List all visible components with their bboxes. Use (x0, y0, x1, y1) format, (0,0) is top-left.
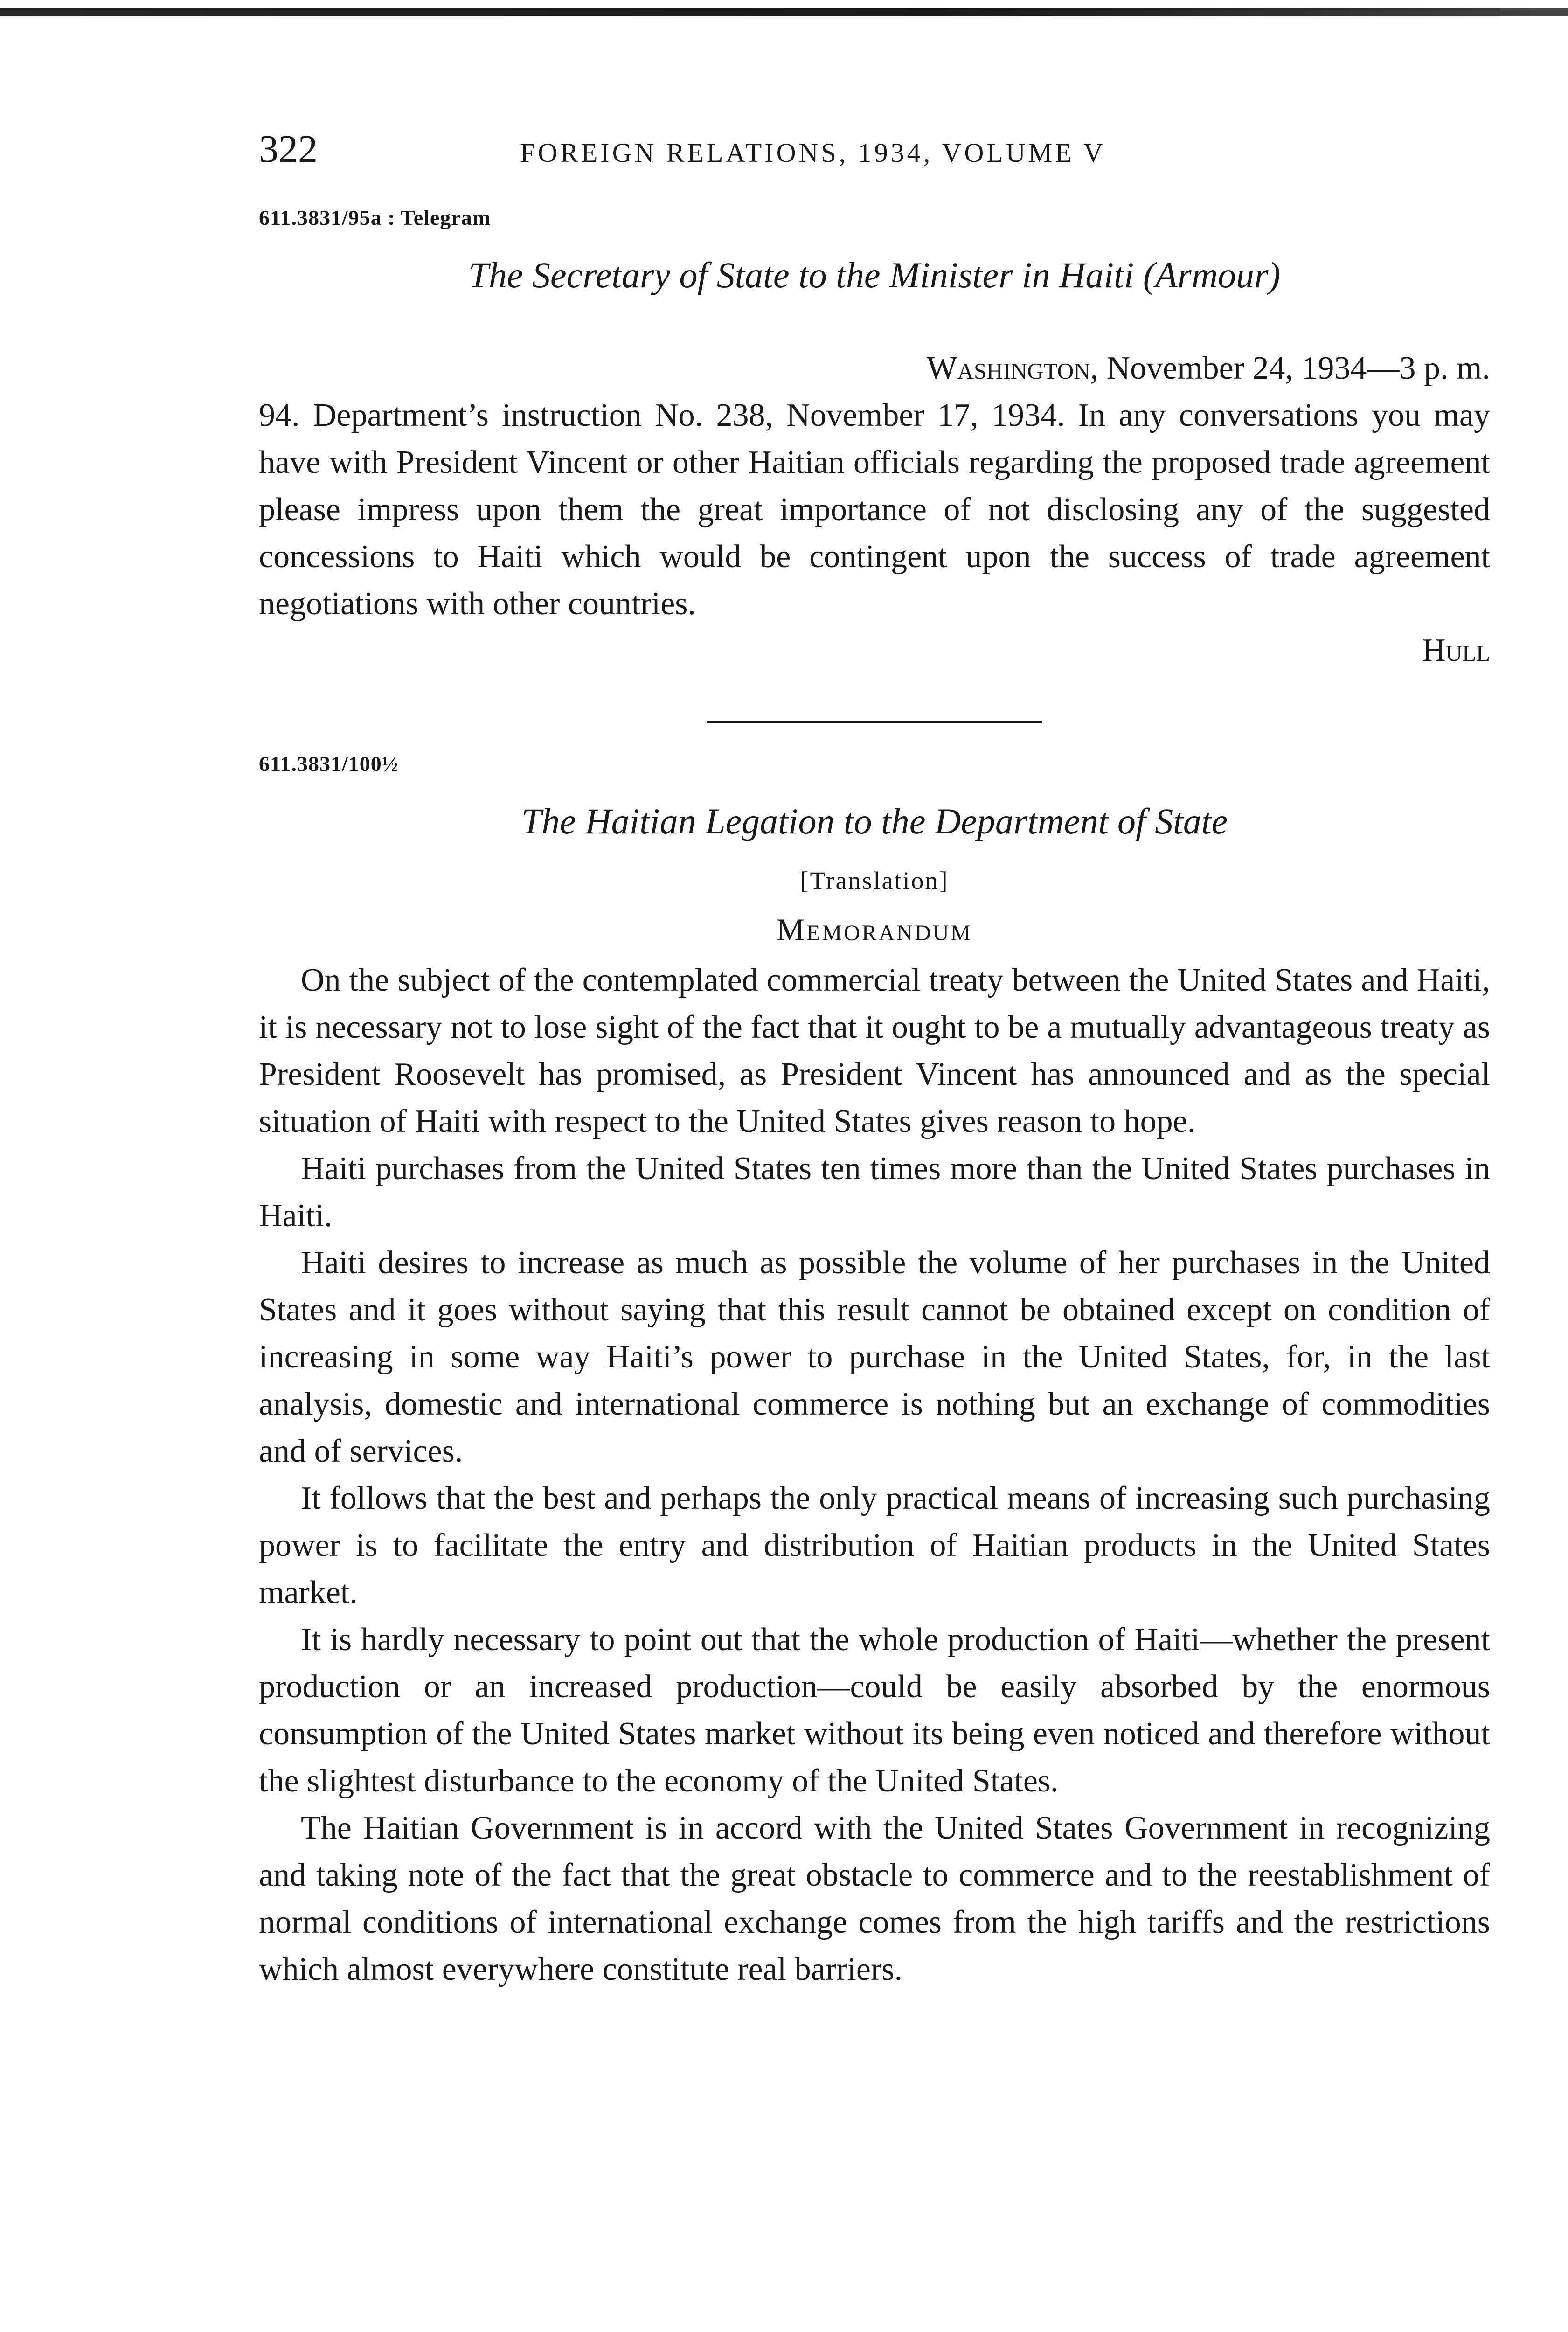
section-divider (707, 721, 1042, 723)
running-head (259, 126, 1490, 177)
running-title: FOREIGN RELATIONS, 1934, VOLUME V (520, 138, 1106, 168)
translation-label: [Translation] (800, 867, 949, 895)
memorandum-title: Memorandum (776, 912, 973, 947)
memorandum-paragraph-4: It follows that the best and perhaps the only practical means of increasing such purchasing power is to facilitate the entry and distribution of Haitian products in the United States market. (259, 1480, 1490, 1610)
memorandum-paragraph-2: Haiti purchases from the United States ten times more than the United States purchases in Haiti. (259, 1151, 1490, 1234)
memorandum-heading: The Haitian Legation to the Department of State (521, 801, 1228, 841)
memorandum-file-reference: 611.3831/100½ (259, 752, 399, 776)
memorandum-paragraph-5: It is hardly necessary to point out that the whole production of Haiti—whether the present production or an increased production—could be easily absorbed by the enormous consumption of the United States market without its being even noticed and therefore without the slightest disturbance to the economy of the United States. (259, 1622, 1490, 1799)
telegram-dateline (259, 345, 1490, 392)
telegram-body: 94. Department’s instruction No. 238, November 17, 1934. In any conversations you may have with President Vincent or other Haitian officials regarding the proposed trade agreement please impress upon them the great importance of not disclosing any of the suggested concessions to Haiti which would be contingent upon the success of trade agreement negotiations with other countries. (259, 397, 1490, 622)
memorandum-paragraph-1: On the subject of the contemplated commercial treaty between the United States and Haiti, it is necessary not to lose sight of the fact that it ought to be a mutually advantageous treaty as President Roosevelt has promised, as President Vincent has announced and as the special situation of Haiti with respect to the United States gives reason to hope. (259, 962, 1490, 1139)
page-number: 322 (259, 127, 318, 171)
dateline-date-time: , November 24, 1934—3 p. m. (1090, 350, 1490, 386)
dateline-place: Washington (926, 350, 1090, 386)
telegram-signature: Hull (1422, 632, 1490, 668)
telegram-file-reference: 611.3831/95a : Telegram (259, 206, 491, 229)
top-scan-rule (0, 8, 1568, 16)
memorandum-paragraph-6: The Haitian Government is in accord with the United States Government in recognizing and taking note of the fact that the great obstacle to commerce and to the reestablishment of normal conditions of international exchange comes from the high tariffs and the restrictions which almost everywhere constitute real barriers. (259, 1810, 1490, 1987)
telegram-heading: The Secretary of State to the Minister in Haiti (Armour) (468, 255, 1281, 295)
memorandum-paragraph-3: Haiti desires to increase as much as possible the volume of her purchases in the United States and it goes without saying that this result cannot be obtained except on condition of increasing in some way Haiti’s power to purchase in the United States, for, in the last analysis, domestic and international commerce is nothing but an exchange of commodities and of services. (259, 1245, 1490, 1469)
document-page (259, 126, 1490, 1993)
